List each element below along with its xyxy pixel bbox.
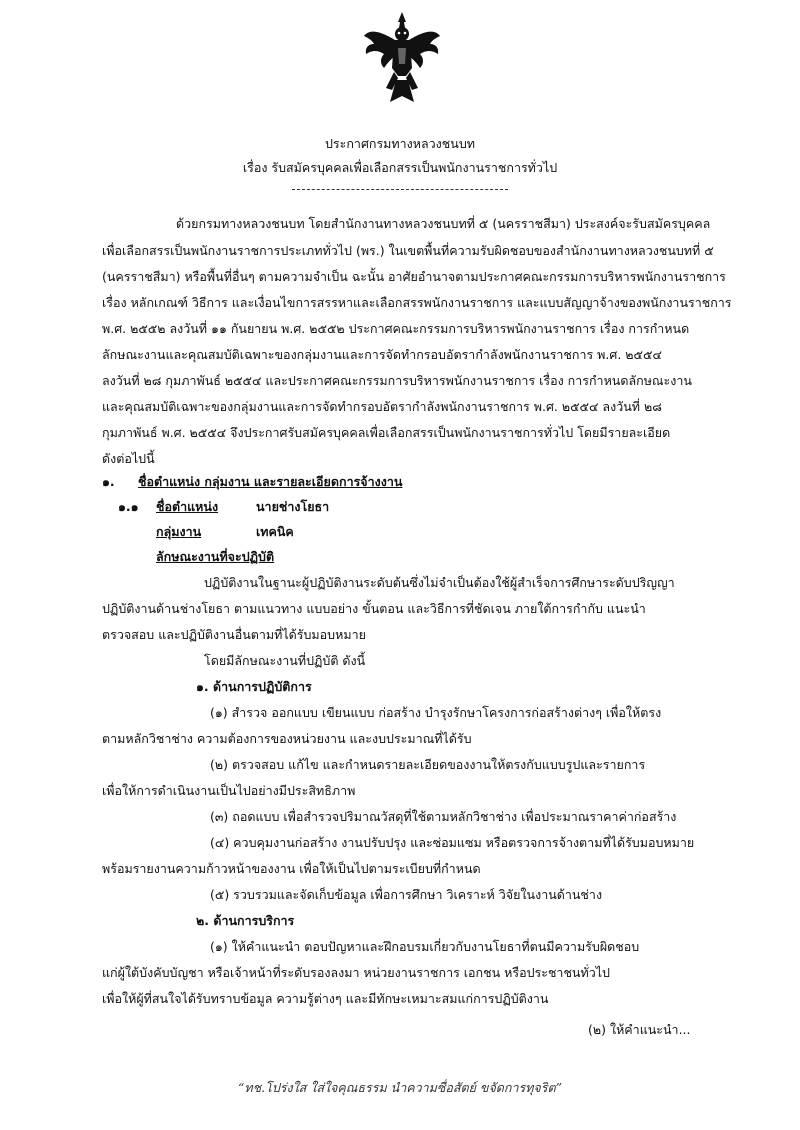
footer-slogan: “ทช.โปร่งใส ใส่ใจคุณธรรม นำความซื่อสัตย์ ขจัดการทุจริต”	[238, 1080, 562, 1095]
group-value: เทคนิค	[256, 524, 294, 539]
intro-line: พ.ศ. ๒๕๕๒ ลงวันที่ ๑๑ กันยายน พ.ศ. ๒๕๕๒ ประกาศคณะกรรมการบริหารพนักงานราชการ เรื่อง การกำหนด	[102, 321, 690, 336]
operations-line: (๔) ควบคุมงานก่อสร้าง งานปรับปรุง และซ่อมแซม หรือตรวจการจ้างตามที่ได้รับมอบหมาย	[210, 835, 695, 850]
group-label: กลุ่มงาน	[156, 524, 202, 539]
operations-line: (๕) รวบรวมและจัดเก็บข้อมูล เพื่อการศึกษา วิเคราะห์ วิจัยในงานด้านช่าง	[210, 887, 603, 902]
duty-intro: โดยมีลักษณะงานที่ปฏิบัติ ดังนี้	[204, 653, 366, 668]
duty-text-line: ปฏิบัติงานด้านช่างโยธา ตามแนวทาง แบบอย่าง ขั้นตอน และวิธีการที่ชัดเจน ภายใต้การกำกับ แนะนำ	[102, 601, 646, 616]
intro-line: กุมภาพันธ์ พ.ศ. ๒๕๕๔ จึงประกาศรับสมัครบุคคลเพื่อเลือกสรรเป็นพนักงานราชการทั่วไป โดยมีรายละเอียด	[102, 425, 671, 440]
services-line: (๑) ให้คำแนะนำ ตอบปัญหาและฝึกอบรมเกี่ยวกับงานโยธาที่ตนมีความรับผิดชอบ	[210, 939, 640, 954]
operations-line: (๑) สำรวจ ออกแบบ เขียนแบบ ก่อสร้าง บำรุงรักษาโครงการก่อสร้างต่างๆ เพื่อให้ตรง	[210, 705, 662, 720]
intro-line: และคุณสมบัติเฉพาะของกลุ่มงานและการจัดทำกรอบอัตรากำลังพนักงานราชการ พ.ศ. ๒๕๕๔ ลงวันที่ ๒๘	[102, 399, 662, 414]
continuation-note: (๒) ให้คำแนะนำ...	[588, 1022, 691, 1037]
position-value: นายช่างโยธา	[256, 499, 330, 514]
operations-line: ตามหลักวิชาช่าง ความต้องการของหน่วยงาน และงบประมาณที่ได้รับ	[102, 731, 472, 746]
intro-line: เรื่อง หลักเกณฑ์ วิธีการ และเงื่อนไขการสรรหาและเลือกสรรพนักงานราชการ และแบบสัญญาจ้างของพนักงานราชการ	[102, 295, 732, 310]
operations-line: (๓) ถอดแบบ เพื่อสำรวจปริมาณวัสดุที่ใช้ตามหลักวิชาช่าง เพื่อประมาณราคาค่าก่อสร้าง	[210, 809, 677, 824]
announcement-subject: เรื่อง รับสมัครบุคคลเพื่อเลือกสรรเป็นพนักงานราชการทั่วไป	[242, 160, 558, 175]
operations-line: พร้อมรายงานความก้าวหน้าของงาน เพื่อให้เป็นไปตามระเบียบที่กำหนด	[102, 861, 481, 876]
operations-line: (๒) ตรวจสอบ แก้ไข และกำหนดรายละเอียดของงานให้ตรงกับแบบรูปและรายการ	[210, 757, 646, 772]
duty-label: ลักษณะงานที่จะปฏิบัติ	[156, 549, 275, 564]
divider	[292, 189, 508, 190]
services-line: เพื่อให้ผู้ที่สนใจได้รับทราบข้อมูล ความรู้ต่างๆ และมีทักษะเหมาะสมแก่การปฏิบัติงาน	[102, 991, 549, 1006]
intro-line: (นครราชสีมา) หรือพื้นที่อื่นๆ ตามความจำเป็น ฉะนั้น อาศัยอำนาจตามประกาศคณะกรรมการบริหารพนักงานราชการ	[102, 269, 726, 284]
intro-line: ดังต่อไปนี้	[102, 451, 155, 466]
intro-line: ลักษณะงานและคุณสมบัติเฉพาะของกลุ่มงานและการจัดทำกรอบอัตรากำลังพนักงานราชการ พ.ศ. ๒๕๕๔	[102, 347, 662, 362]
services-heading: ๒. ด้านการบริการ	[196, 913, 295, 928]
intro-line: ด้วยกรมทางหลวงชนบท โดยสำนักงานทางหลวงชนบทที่ ๕ (นครราชสีมา) ประสงค์จะรับสมัครบุคคล	[176, 216, 711, 231]
announcement-agency: ประกาศกรมทางหลวงชนบท	[325, 136, 475, 151]
duty-text-line: ตรวจสอบ และปฏิบัติงานอื่นตามที่ได้รับมอบหมาย	[102, 627, 366, 642]
subsection-number: ๑.๑	[118, 499, 139, 514]
intro-line: เพื่อเลือกสรรเป็นพนักงานราชการประเภททั่วไป (พร.) ในเขตพื้นที่ความรับผิดชอบของสำนักงานทางหลวงชนบทที่ ๕	[102, 243, 714, 258]
intro-line: ลงวันที่ ๒๘ กุมภาพันธ์ ๒๕๕๔ และประกาศคณะกรรมการบริหารพนักงานราชการ เรื่อง การกำหนดลักษณะงาน	[102, 373, 692, 388]
services-line: แก่ผู้ใต้บังคับบัญชา หรือเจ้าหน้าที่ระดับรองลงมา หน่วยงานราชการ เอกชน หรือประชาชนทั่วไป	[102, 965, 610, 980]
operations-heading: ๑. ด้านการปฏิบัติการ	[196, 679, 312, 694]
section-title: ชื่อตำแหน่ง กลุ่มงาน และรายละเอียดการจ้างงาน	[138, 474, 403, 489]
operations-line: เพื่อให้การดำเนินงานเป็นไปอย่างมีประสิทธิภาพ	[102, 783, 356, 798]
section-number: ๑.	[102, 474, 115, 489]
garuda-emblem-icon	[362, 10, 442, 105]
position-label: ชื่อตำแหน่ง	[156, 499, 219, 514]
duty-text-line: ปฏิบัติงานในฐานะผู้ปฏิบัติงานระดับต้นซึ่งไม่จำเป็นต้องใช้ผู้สำเร็จการศึกษาระดับปริญญา	[204, 575, 675, 590]
